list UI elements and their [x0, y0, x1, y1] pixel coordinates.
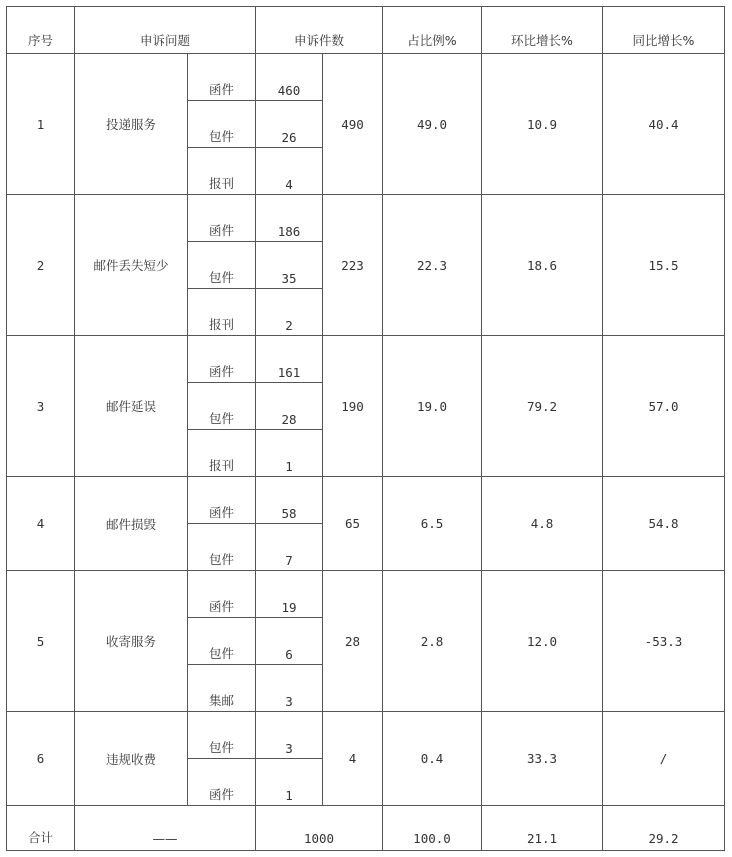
sub-type: 包件: [188, 712, 256, 759]
sub-type: 包件: [188, 101, 256, 148]
footer-issue: ——: [75, 806, 256, 851]
row-index: 5: [7, 571, 75, 712]
sub-type: 包件: [188, 383, 256, 430]
row-total: 490: [323, 54, 383, 195]
row-yoy: /: [603, 712, 725, 806]
row-share: 19.0: [383, 336, 482, 477]
sub-type: 报刊: [188, 289, 256, 336]
sub-type: 包件: [188, 242, 256, 289]
header-count: 申诉件数: [256, 7, 383, 54]
sub-count: 19: [256, 571, 323, 618]
sub-type: 包件: [188, 618, 256, 665]
row-index: 3: [7, 336, 75, 477]
sub-type: 函件: [188, 195, 256, 242]
table-row: [7, 336, 725, 383]
sub-type: 集邮: [188, 665, 256, 712]
header-share: 占比例%: [383, 7, 482, 54]
row-mom: 10.9: [482, 54, 603, 195]
sub-count: 7: [256, 524, 323, 571]
sub-type: 函件: [188, 477, 256, 524]
row-total: 4: [323, 712, 383, 806]
row-share: 0.4: [383, 712, 482, 806]
sub-count: 28: [256, 383, 323, 430]
sub-count: 3: [256, 712, 323, 759]
row-share: 49.0: [383, 54, 482, 195]
row-yoy: -53.3: [603, 571, 725, 712]
sub-count: 6: [256, 618, 323, 665]
table-row: [7, 712, 725, 759]
sub-count: 460: [256, 54, 323, 101]
row-issue: 收寄服务: [75, 571, 188, 712]
row-mom: 18.6: [482, 195, 603, 336]
header-mom: 环比增长%: [482, 7, 603, 54]
row-mom: 4.8: [482, 477, 603, 571]
footer-yoy: 29.2: [603, 806, 725, 851]
table-row: [7, 571, 725, 618]
sub-count: 26: [256, 101, 323, 148]
row-index: 6: [7, 712, 75, 806]
header-index: 序号: [7, 7, 75, 54]
row-yoy: 15.5: [603, 195, 725, 336]
footer-total: 1000: [256, 806, 383, 851]
row-mom: 79.2: [482, 336, 603, 477]
sub-type: 包件: [188, 524, 256, 571]
sub-type: 函件: [188, 54, 256, 101]
row-total: 65: [323, 477, 383, 571]
sub-count: 2: [256, 289, 323, 336]
table-row: [7, 477, 725, 524]
sub-type: 函件: [188, 336, 256, 383]
sub-type: 函件: [188, 571, 256, 618]
table-row: [7, 54, 725, 101]
sub-count: 186: [256, 195, 323, 242]
sub-count: 35: [256, 242, 323, 289]
sub-count: 1: [256, 759, 323, 806]
row-index: 4: [7, 477, 75, 571]
sub-count: 58: [256, 477, 323, 524]
sub-type: 报刊: [188, 148, 256, 195]
sub-count: 161: [256, 336, 323, 383]
header-yoy: 同比增长%: [603, 7, 725, 54]
footer-share: 100.0: [383, 806, 482, 851]
row-share: 6.5: [383, 477, 482, 571]
row-issue: 邮件延误: [75, 336, 188, 477]
row-mom: 33.3: [482, 712, 603, 806]
row-yoy: 40.4: [603, 54, 725, 195]
row-share: 2.8: [383, 571, 482, 712]
row-total: 190: [323, 336, 383, 477]
row-issue: 投递服务: [75, 54, 188, 195]
sub-type: 函件: [188, 759, 256, 806]
sub-type: 报刊: [188, 430, 256, 477]
row-mom: 12.0: [482, 571, 603, 712]
header-issue: 申诉问题: [75, 7, 256, 54]
row-index: 1: [7, 54, 75, 195]
sub-count: 4: [256, 148, 323, 195]
row-share: 22.3: [383, 195, 482, 336]
row-total: 28: [323, 571, 383, 712]
header-row: [7, 7, 725, 54]
row-issue: 邮件丢失短少: [75, 195, 188, 336]
row-issue: 邮件损毁: [75, 477, 188, 571]
footer-mom: 21.1: [482, 806, 603, 851]
footer-row: [7, 806, 725, 851]
sub-count: 1: [256, 430, 323, 477]
row-total: 223: [323, 195, 383, 336]
complaints-table: [6, 6, 725, 851]
footer-label: 合计: [7, 806, 75, 851]
sub-count: 3: [256, 665, 323, 712]
table-row: [7, 195, 725, 242]
row-index: 2: [7, 195, 75, 336]
row-yoy: 57.0: [603, 336, 725, 477]
row-issue: 违规收费: [75, 712, 188, 806]
row-yoy: 54.8: [603, 477, 725, 571]
